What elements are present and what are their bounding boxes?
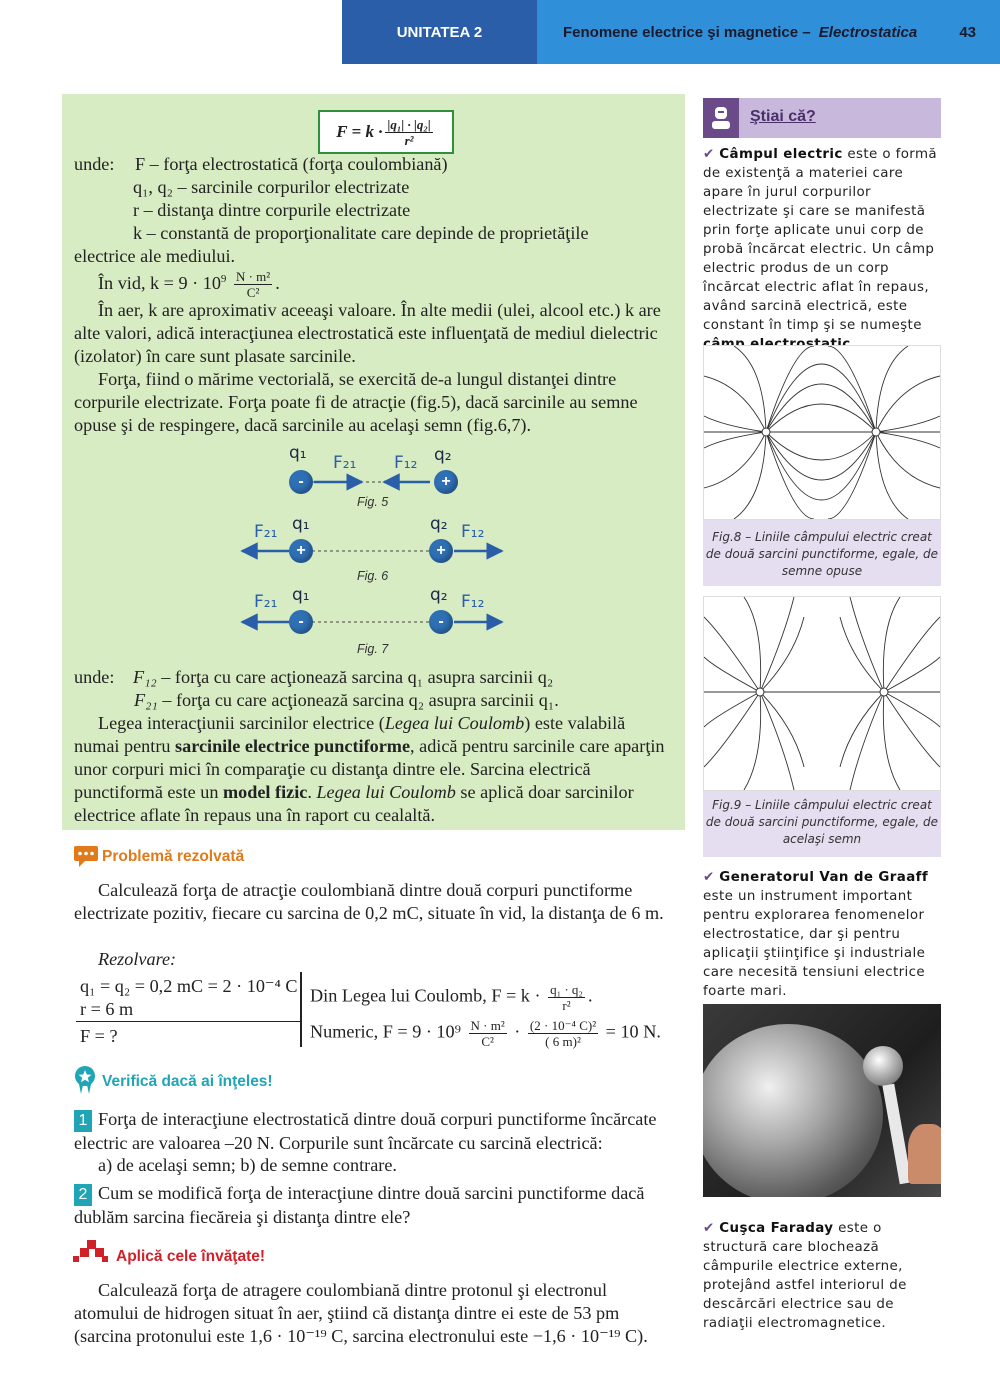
fig7-charge-q1: - <box>289 610 313 634</box>
fig6-charge-q2: + <box>429 539 453 563</box>
coulomb-formula <box>318 110 454 154</box>
fig5-charge-q1: - <box>289 470 313 494</box>
fig9-caption: Fig.9 – Liniile câmpului electric creat de două sarcini punctiforme, egale, de acelaşi semn <box>705 798 939 846</box>
faraday-bold: Cuşca Faraday <box>719 1221 834 1236</box>
field-text <box>703 145 941 354</box>
check-icon: ✔ <box>703 147 715 162</box>
law-4: . <box>307 782 317 802</box>
vdg-body: este un instrument important pentru explorarea fenomenelor electrostatice, dar şi pentru aplicaţii ştiinţifice şi industriale care necesită tensiuni electrice foarte mari. <box>703 889 926 999</box>
given-vertical-line <box>300 972 302 1047</box>
numeric-unit-num: N · m² <box>470 1018 505 1033</box>
where2-vec-F21: F₂₁ <box>134 690 158 710</box>
fig5-charge-q2: + <box>434 470 458 494</box>
fig7-label-F12: F₁₂ <box>461 592 485 612</box>
field-bold1: Câmpul electric <box>719 147 843 162</box>
unknown: F = ? <box>80 1026 118 1046</box>
unit-label: UNITATEA 2 <box>342 0 537 64</box>
faraday-text <box>703 1219 941 1333</box>
check-icon: ✔ <box>703 870 715 885</box>
fig5-label-F12: F₁₂ <box>394 453 418 473</box>
vdg-text <box>703 868 941 1001</box>
fig6-caption: Fig. 6 <box>357 569 389 583</box>
apply-text: Calculează forţa de atragere coulombiană dintre protonul şi electronul atomului de hidrogen situat în aer, ştiind că distanţa dintre ei este de 53 pm (sarcina protonului este 1,6 · 10⁻¹⁹ C, sarcina electronului este −1,6 · 10⁻¹⁹ C). <box>74 1280 648 1346</box>
apply-title: Aplică cele învăţate! <box>116 1248 266 1265</box>
check-q2 <box>74 1182 674 1229</box>
chapter-title-text: Fenomene electrice şi magnetice – <box>563 23 811 41</box>
def-intro-label: unde: <box>74 154 115 174</box>
numeric-value <box>528 1018 598 1049</box>
sphere-large <box>703 1024 883 1197</box>
fig7-label-q1: q₁ <box>292 585 310 605</box>
child <box>908 1124 941 1184</box>
check-q1-options: a) de acelaşi semn; b) de semne contrare. <box>98 1155 397 1175</box>
where2-a: – forţa cu care acţionează sarcina q₁ asupra sarcinii q₂ <box>161 667 554 687</box>
fig7-label-q2: q₂ <box>430 585 448 605</box>
law-bold2: model fizic <box>223 782 308 802</box>
fig6-charge-q1: + <box>289 539 313 563</box>
numeric-calc: Numeric, F = 9 · 10⁹ $\frac{\text{N · m²}}{\text{C²}}$ · $\frac{\text{(2 · 10⁻⁴ C)²}}{\text{( 6 m)²}}$ = 10 N. <box>310 1018 661 1049</box>
numeric-value-num: (2 · 10⁻⁴ C)² <box>529 1018 597 1033</box>
badge-icon <box>73 1065 97 1095</box>
page-number: 43 <box>959 23 976 41</box>
def-k1: k – constantă de proporţionalitate care depinde de proprietăţile <box>133 223 589 243</box>
puzzle-icon <box>73 1240 109 1264</box>
def-r: r – distanţa dintre corpurile electrizate <box>133 200 411 220</box>
check-q1 <box>74 1108 674 1155</box>
where2-b: – forţa cu care acţionează sarcina q₂ asupra sarcinii q₁. <box>162 690 559 710</box>
where2-line2 <box>134 689 559 712</box>
vacuum-unit-den: C² <box>246 285 260 301</box>
def-q: q₁, q₂ – sarcinile corpurilor electrizate <box>133 177 410 197</box>
vdg-bold: Generatorul Van de Graaff <box>719 870 929 885</box>
fig5-label-q2: q₂ <box>434 445 452 465</box>
fig8-caption: Fig.8 – Liniile câmpului electric creat de două sarcini punctiforme, egale, de semne opuse <box>705 530 939 578</box>
fig6-label-F21: F₂₁ <box>254 522 278 542</box>
speech-icon <box>74 846 98 868</box>
where2-vec-F12: F₁₂ <box>132 667 157 687</box>
stiai-title: Ştiai că? <box>750 108 816 125</box>
field-body: este o formă de existenţă a materiei care apare în jurul corpurilor electrizate şi care se manifestă prin forţe aplicate unui corp de probă încărcat electric. Un câmp electric produs de un corp încărcat electric aflat în repaus, având sarcină electrică, este constant în timp şi se numeşte <box>703 147 938 333</box>
vacuum-unit-num: N · m² <box>235 269 271 285</box>
def-k2: electrice ale mediului. <box>74 246 236 266</box>
paragraph-force: Forţa, fiind o mărime vectorială, se exercită de-a lungul distanţei dintre corpurile electrizate. Forţa poate fi de atracţie (fig.5), dacă sarcinile au semne opuse şi de respingere, dacă sarcinile au acelaşi semn (fig.6,7). <box>74 369 638 435</box>
fig8-field-lines <box>704 346 940 519</box>
fig9-field-lines <box>704 597 940 790</box>
law-3: , adică pentru sarcinile care aparţin unor corpuri mici în comparaţie cu distanţa dintre ele. Sarcina electrică punctiformă este un <box>74 736 665 802</box>
problem-title: Problemă rezolvată <box>102 848 245 865</box>
fig5-label-q1: q₁ <box>289 443 307 463</box>
sphere-small <box>863 1046 903 1086</box>
given-1: q₁ = q₂ = 0,2 mC = 2 · 10⁻⁴ C <box>80 976 298 996</box>
paragraph-air: În aer, k are aproximativ aceeaşi valoare. În alte medii (ulei, alcool etc.) k are alte valori, adică interacţiunea electrostatică este influenţată de mediul dielectric (izolator) în care sunt plasate sarcinile. <box>74 300 661 366</box>
formula-lhs: F = k · <box>336 122 383 141</box>
van-de-graaff-photo <box>703 1004 941 1197</box>
fig6-label-q1: q₁ <box>292 514 310 534</box>
law-2: ) este valabilă numai pentru <box>74 713 626 756</box>
check-q1-badge: 1 <box>74 1110 92 1132</box>
law-apply-num: q₁ · q₂ <box>550 982 583 997</box>
check-q2-badge: 2 <box>74 1184 92 1206</box>
law-apply-frac <box>548 982 585 1013</box>
resolution-label: Rezolvare: <box>98 949 177 969</box>
vacuum-exp: 9 <box>220 273 227 285</box>
problem-statement: Calculează forţa de atracţie coulombiană dintre două corpuri punctiforme electrizate pozitiv, fiecare cu sarcina de 0,2 mC, situate în vid, la distanţa de 6 m. <box>74 880 664 923</box>
check-title: Verifică dacă ai înţeles! <box>102 1073 273 1090</box>
chapter-title-italic: Electrostatica <box>818 23 918 41</box>
where2-line1 <box>74 666 553 689</box>
check-icon: ✔ <box>703 1221 715 1236</box>
paragraph-law <box>74 712 674 827</box>
law-apply-prefix: Din Legea lui Coulomb, F = k · <box>310 985 541 1006</box>
check-q2-text: Cum se modifică forţa de interacţiune dintre două sarcini punctiforme dacă dublăm sarcina fiecăreia şi distanţa dintre ele? <box>74 1183 645 1227</box>
coulomb-figures <box>62 440 685 665</box>
given-separator <box>76 1021 300 1022</box>
numeric-unit-den: C² <box>481 1034 494 1049</box>
fig8-panel <box>703 345 941 520</box>
law-1: Legea interacţiunii sarcinilor electrice ( <box>98 713 385 733</box>
vacuum-unit <box>234 269 272 300</box>
chapter-title <box>537 0 1000 64</box>
law-bold: sarcinile electrice punctiforme <box>175 736 411 756</box>
fig9-panel <box>703 596 941 791</box>
given-2: r = 6 m <box>80 999 134 1019</box>
where2-intro: unde: <box>74 667 115 687</box>
law-apply-den: r² <box>562 998 571 1013</box>
fig7-label-F21: F₂₁ <box>254 592 278 612</box>
formula-den: r² <box>404 132 414 148</box>
vacuum-prefix: În vid, k = 9 · 10 <box>98 273 221 293</box>
def-vacuum: În vid, $k = 9 \cdot 10^9$ $\frac{\text{N · m²}}{\text{C²}}$ . <box>98 269 280 301</box>
def-intro <box>74 153 448 176</box>
fig6-label-q2: q₂ <box>430 514 448 534</box>
numeric-unit <box>469 1018 507 1049</box>
law-italic: Legea lui Coulomb <box>384 713 525 733</box>
law-5: se aplică doar sarcinilor electrice aflate în repaus una în raport cu cealaltă. <box>74 782 634 825</box>
numeric-value-den: ( 6 m)² <box>545 1034 581 1049</box>
def-F: F – forţa electrostatică (forţa coulombiană) <box>134 154 448 174</box>
law-apply: Din Legea lui Coulomb, F = k · $\frac{\text{q₁ · q₂}}{\text{r²}}$ . <box>310 982 593 1013</box>
fig6-label-F12: F₁₂ <box>461 522 485 542</box>
formula-num: |q₁| · |q₂| <box>387 116 431 132</box>
check-q1-text: Forţa de interacţiune electrostatică dintre două corpuri punctiforme încărcate electric are valoarea –20 N. Corpurile sunt încărcate cu sarcină electrică: <box>74 1109 657 1153</box>
law-italic2: Legea lui Coulomb <box>316 782 456 802</box>
fig5-caption: Fig. 5 <box>357 495 389 509</box>
person-icon <box>703 98 739 138</box>
fig7-charge-q2: - <box>429 610 453 634</box>
numeric-prefix: Numeric, F = 9 · 10⁹ <box>310 1021 461 1042</box>
faraday-body: este o structură care blochează câmpurile electrice externe, protejând astfel interiorul de descărcări electrice sau de radiaţii electromagnetice. <box>703 1221 907 1331</box>
numeric-result: = 10 N. <box>605 1021 661 1042</box>
formula-fraction <box>385 117 432 148</box>
fig5-label-F21: F₂₁ <box>333 453 357 473</box>
fig7-caption: Fig. 7 <box>357 642 389 656</box>
